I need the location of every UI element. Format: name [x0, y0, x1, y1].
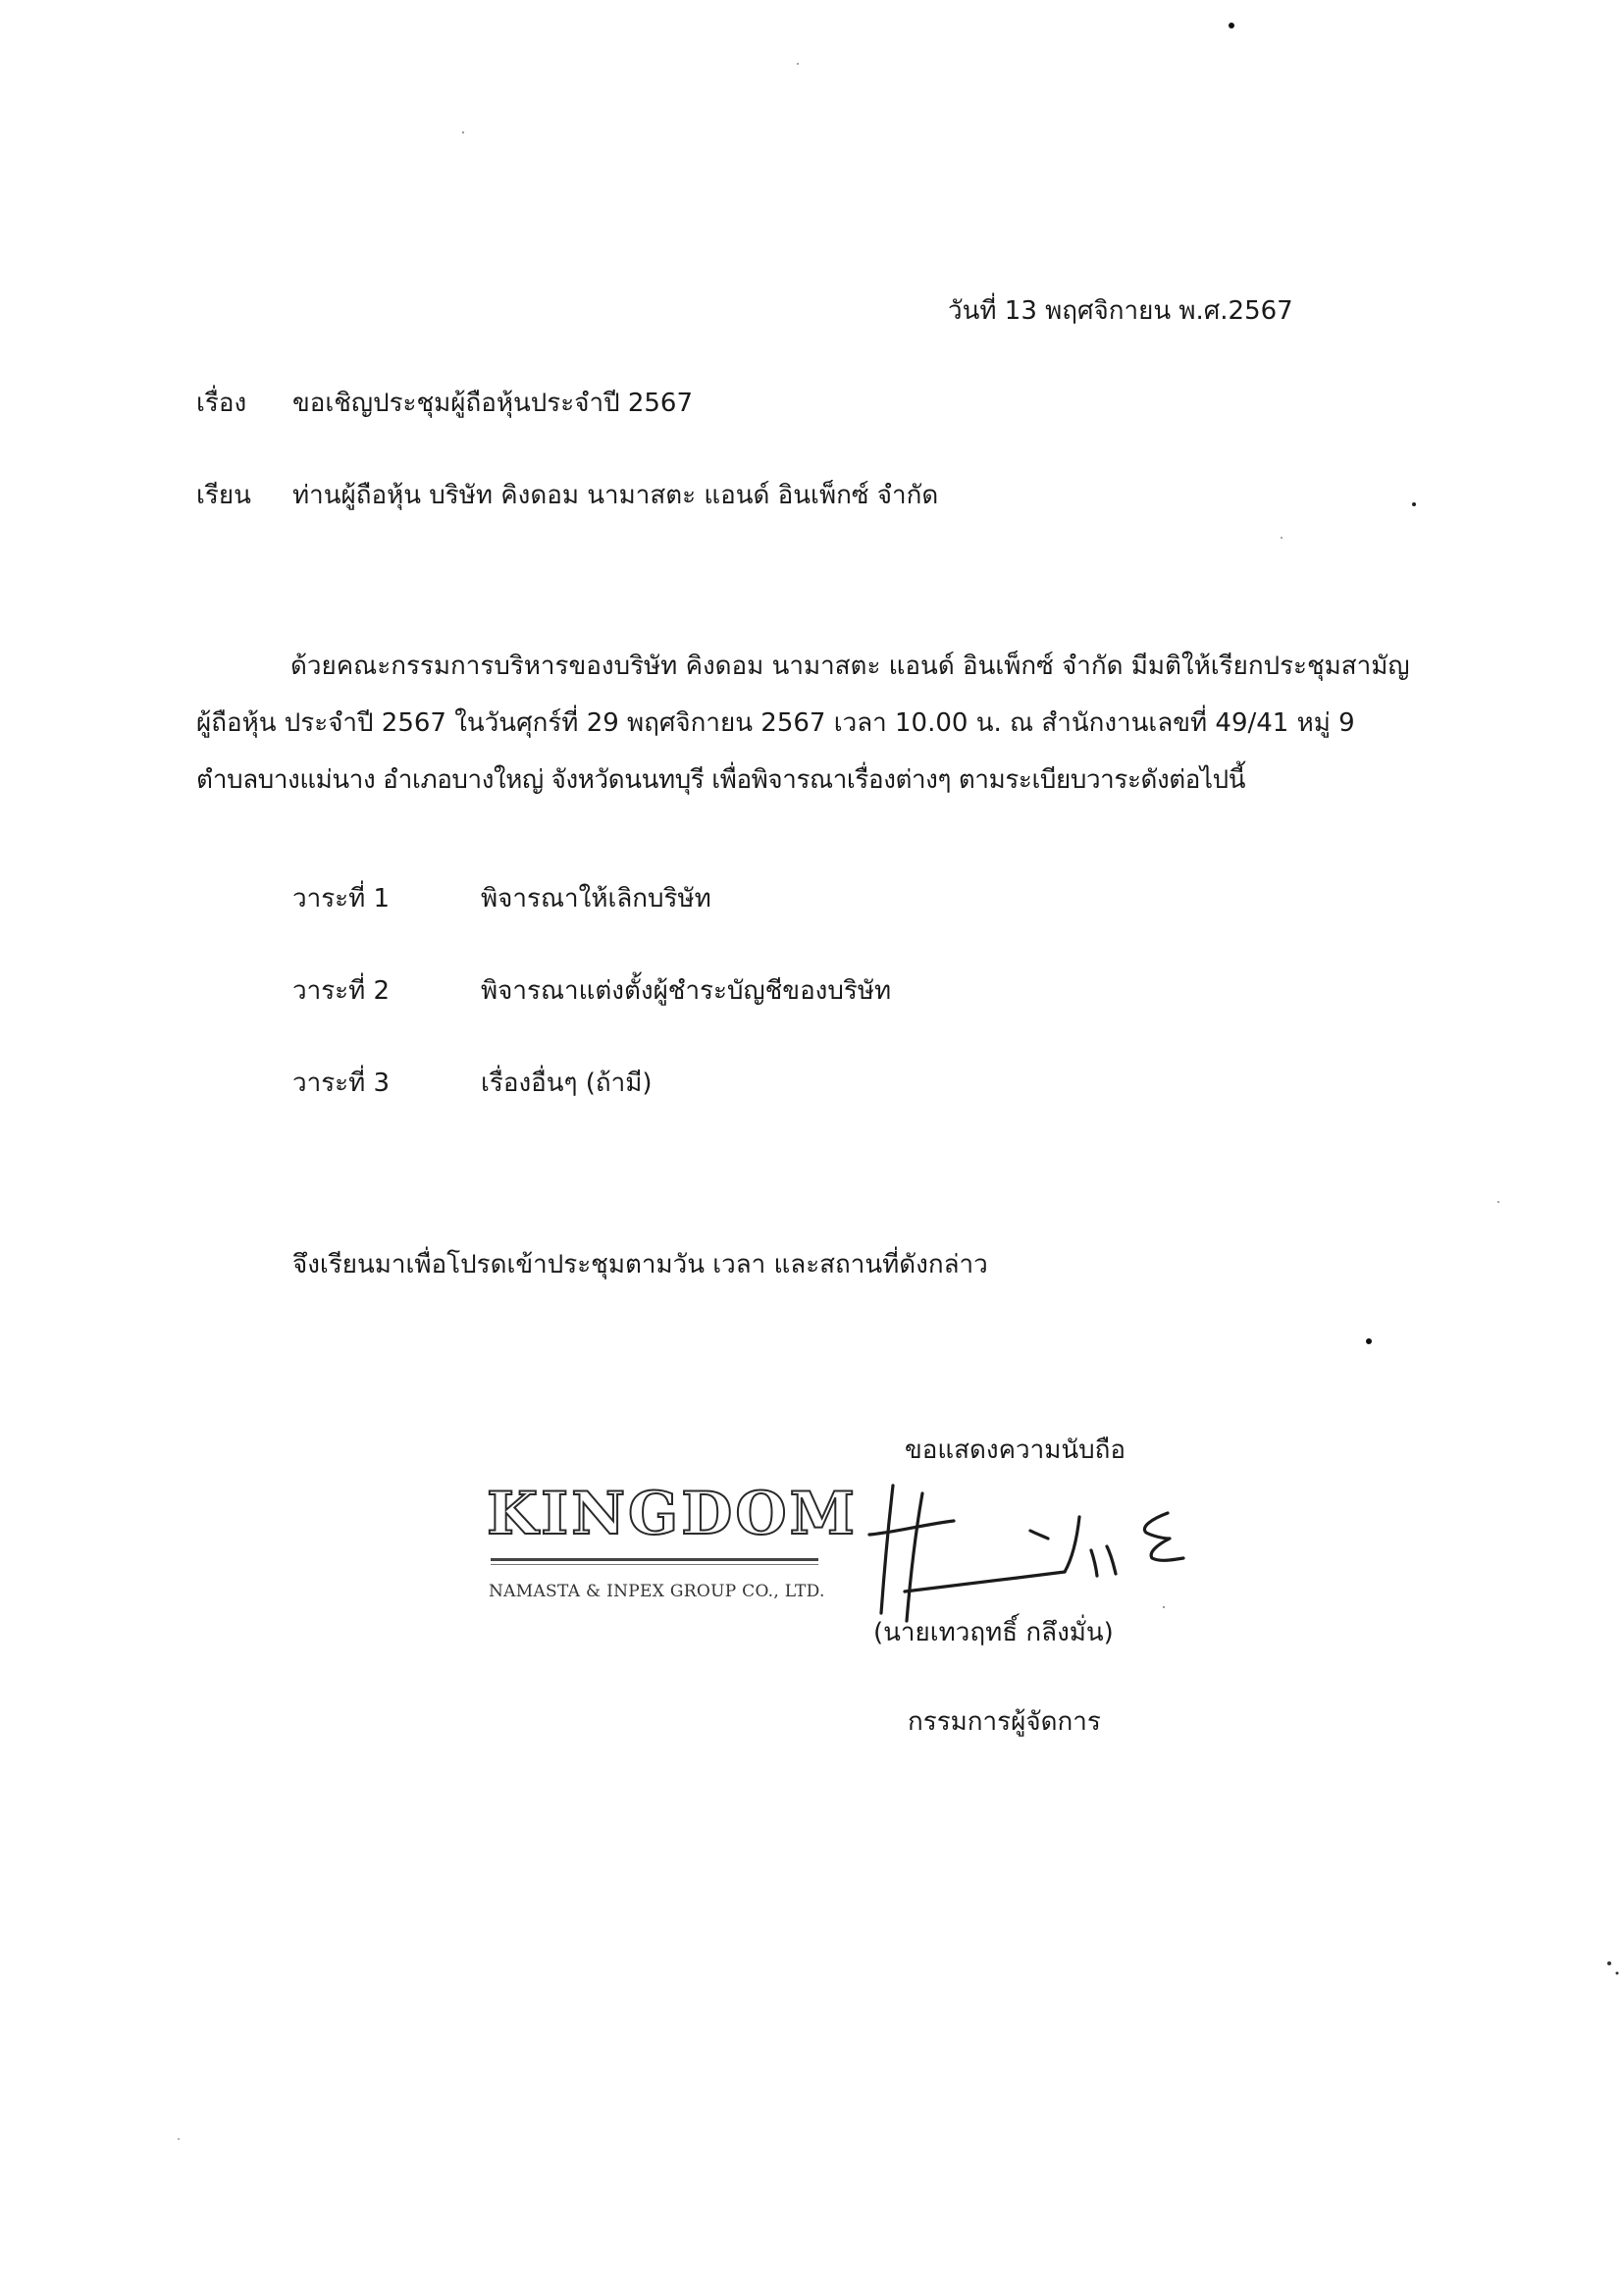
- agenda-text: พิจารณาแต่งตั้งผู้ชำระบัญชีของบริษัท: [481, 976, 892, 1006]
- handwritten-signature: [864, 1466, 1197, 1633]
- logo-subtitle: NAMASTA & INPEX GROUP CO., LTD.: [489, 1582, 825, 1601]
- signer-name: (นายเทวฤทธิ์ กลึงมั่น): [873, 1618, 1114, 1647]
- agenda-text: เรื่องอื่นๆ (ถ้ามี): [481, 1069, 653, 1098]
- agenda-text: พิจารณาให้เลิกบริษัท: [481, 884, 711, 913]
- closing-sentence: จึงเรียนมาเพื่อโปรดเข้าประชุมตามวัน เวลา และสถานที่ดังกล่าว: [292, 1250, 988, 1279]
- agenda-number: วาระที่ 3: [292, 1069, 391, 1098]
- recipient-label: เรียน: [196, 481, 251, 510]
- agenda-number: วาระที่ 2: [292, 976, 391, 1006]
- body-line: ตำบลบางแม่นาง อำเภอบางใหญ่ จังหวัดนนทบุรี เพื่อพิจารณาเรื่องต่างๆ ตามระเบียบวาระดังต่อไปนี้: [196, 765, 1246, 795]
- agenda-number: วาระที่ 1: [292, 884, 391, 913]
- body-line: ด้วยคณะกรรมการบริหารของบริษัท คิงดอม นามาสตะ แอนด์ อินเพ็กซ์ จำกัด มีมติให้เรียกประชุมสามัญ: [290, 652, 1410, 681]
- body-paragraph: [196, 638, 1452, 809]
- body-line: ผู้ถือหุ้น ประจำปี 2567 ในวันศุกร์ที่ 29 พฤศจิกายน 2567 เวลา 10.00 น. ณ สำนักงานเลขที่ 49/41 หมู่ 9: [196, 708, 1355, 738]
- regards-text: ขอแสดงความนับถือ: [905, 1435, 1126, 1465]
- subject-text: ขอเชิญประชุมผู้ถือหุ้นประจำปี 2567: [292, 389, 694, 418]
- logo-rule: [491, 1564, 818, 1565]
- company-logo: [487, 1480, 859, 1611]
- subject-label: เรื่อง: [196, 389, 247, 418]
- logo-wordmark: KINGDOM: [487, 1480, 859, 1548]
- signer-position: กรรมการผู้จัดการ: [908, 1707, 1101, 1737]
- recipient-text: ท่านผู้ถือหุ้น บริษัท คิงดอม นามาสตะ แอนด์ อินเพ็กซ์ จำกัด: [292, 481, 939, 510]
- letter-date: วันที่ 13 พฤศจิกายน พ.ศ.2567: [948, 296, 1293, 326]
- logo-rule: [491, 1558, 818, 1561]
